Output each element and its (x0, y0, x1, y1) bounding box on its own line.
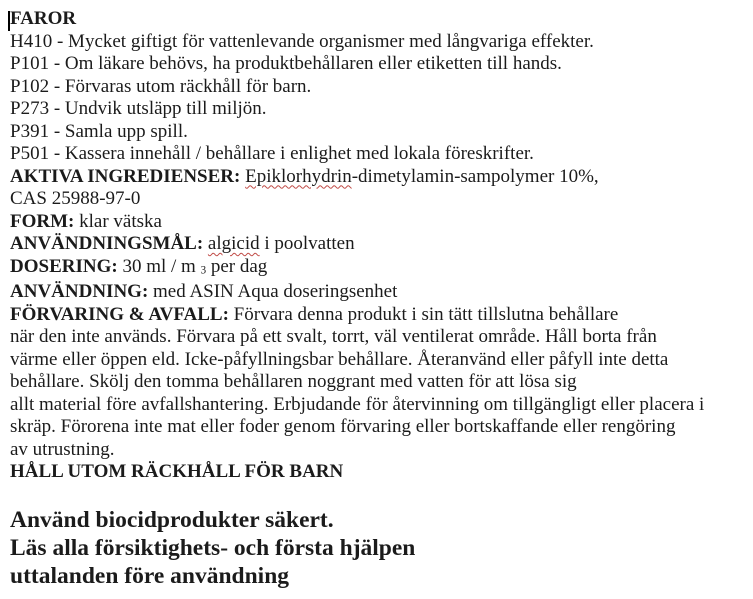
text-segment: när den inte används. Förvara på ett svalt, torrt, väl ventilerat område. Håll borta från (10, 326, 657, 348)
misspelled-word: Epiklorhydrin (245, 165, 352, 187)
text-line[interactable] (10, 326, 747, 349)
text-line[interactable] (10, 76, 747, 99)
text-segment: FÖRVARING & AVFALL: (10, 303, 229, 325)
biocide-warning-line[interactable] (10, 562, 747, 590)
text-segment: uttalanden före användning (10, 562, 290, 589)
text-segment: Läs alla försiktighets- och första hjälpen (10, 534, 416, 561)
text-line[interactable] (10, 371, 747, 394)
text-segment: värme eller öppen eld. Icke-påfyllningsbar behållare. Återanvänd eller påfyll inte detta (10, 348, 669, 370)
text-segment: P391 - Samla upp spill. (10, 120, 188, 142)
text-line[interactable] (10, 31, 747, 54)
text-line[interactable] (10, 304, 747, 327)
text-line[interactable] (10, 121, 747, 144)
text-line[interactable] (10, 281, 747, 304)
text-line[interactable] (10, 211, 747, 234)
text-segment: i poolvatten (259, 233, 355, 254)
document-text[interactable] (10, 8, 747, 590)
text-line[interactable] (10, 188, 747, 211)
text-line[interactable] (10, 143, 747, 166)
text-segment: med ASIN Aqua doseringsenhet (148, 281, 398, 303)
text-segment: per dag (206, 255, 268, 277)
text-segment: Använd biocidprodukter säkert. (10, 506, 334, 533)
text-segment: FORM: (10, 210, 75, 232)
biocide-warning-line[interactable] (10, 534, 747, 562)
heading-keep-out-of-reach[interactable] (10, 461, 747, 484)
text-line[interactable] (10, 394, 747, 417)
text-segment: HÅLL UTOM RÄCKHÅLL FÖR BARN (10, 461, 344, 483)
text-line[interactable] (10, 416, 747, 439)
text-segment: P501 - Kassera innehåll / behållare i enlighet med lokala föreskrifter. (10, 143, 534, 164)
text-segment: H410 - Mycket giftigt för vattenlevande organismer med långvariga effekter. (10, 30, 594, 52)
text-segment: DOSERING: (10, 255, 118, 277)
text-segment: -dimetylamin-sampolymer 10%, (351, 165, 599, 187)
blank-line (10, 484, 747, 506)
text-segment: 3 (200, 263, 207, 276)
text-line[interactable] (10, 233, 747, 256)
text-line[interactable] (10, 166, 747, 189)
biocide-warning-line[interactable] (10, 506, 747, 534)
text-segment: P273 - Undvik utsläpp till miljön. (10, 98, 267, 119)
text-segment: behållare. Skölj den tomma behållaren noggrant med vatten för att lösa sig (10, 371, 577, 393)
text-line[interactable] (10, 53, 747, 76)
misspelled-word: algicid (207, 233, 260, 254)
text-segment: AKTIVA INGREDIENSER: (10, 165, 241, 187)
heading-faror[interactable] (10, 8, 747, 31)
text-segment: CAS 25988-97-0 (10, 188, 141, 209)
text-segment: FAROR (10, 8, 77, 29)
text-segment: allt material före avfallshantering. Erbjudande för återvinning om tillgängligt eller placera i (10, 393, 705, 415)
text-segment: Förvara denna produkt i sin tätt tillslutna behållare (228, 303, 619, 325)
text-line[interactable] (10, 256, 747, 282)
text-segment: ANVÄNDNING: (10, 281, 149, 303)
text-line[interactable] (10, 439, 747, 462)
text-segment: klar vätska (74, 210, 162, 232)
text-segment: skräp. Förorena inte mat eller foder genom förvaring eller bortskaffande eller rengöring (10, 416, 676, 438)
text-segment: P102 - Förvaras utom räckhåll för barn. (10, 75, 312, 97)
text-segment: 30 ml / m (117, 255, 201, 277)
text-segment: ANVÄNDNINGSMÅL: (10, 233, 204, 254)
text-segment: av utrustning. (10, 438, 115, 460)
text-line[interactable] (10, 349, 747, 372)
text-line[interactable] (10, 98, 747, 121)
text-segment: P101 - Om läkare behövs, ha produktbehållaren eller etiketten till hands. (10, 53, 562, 74)
